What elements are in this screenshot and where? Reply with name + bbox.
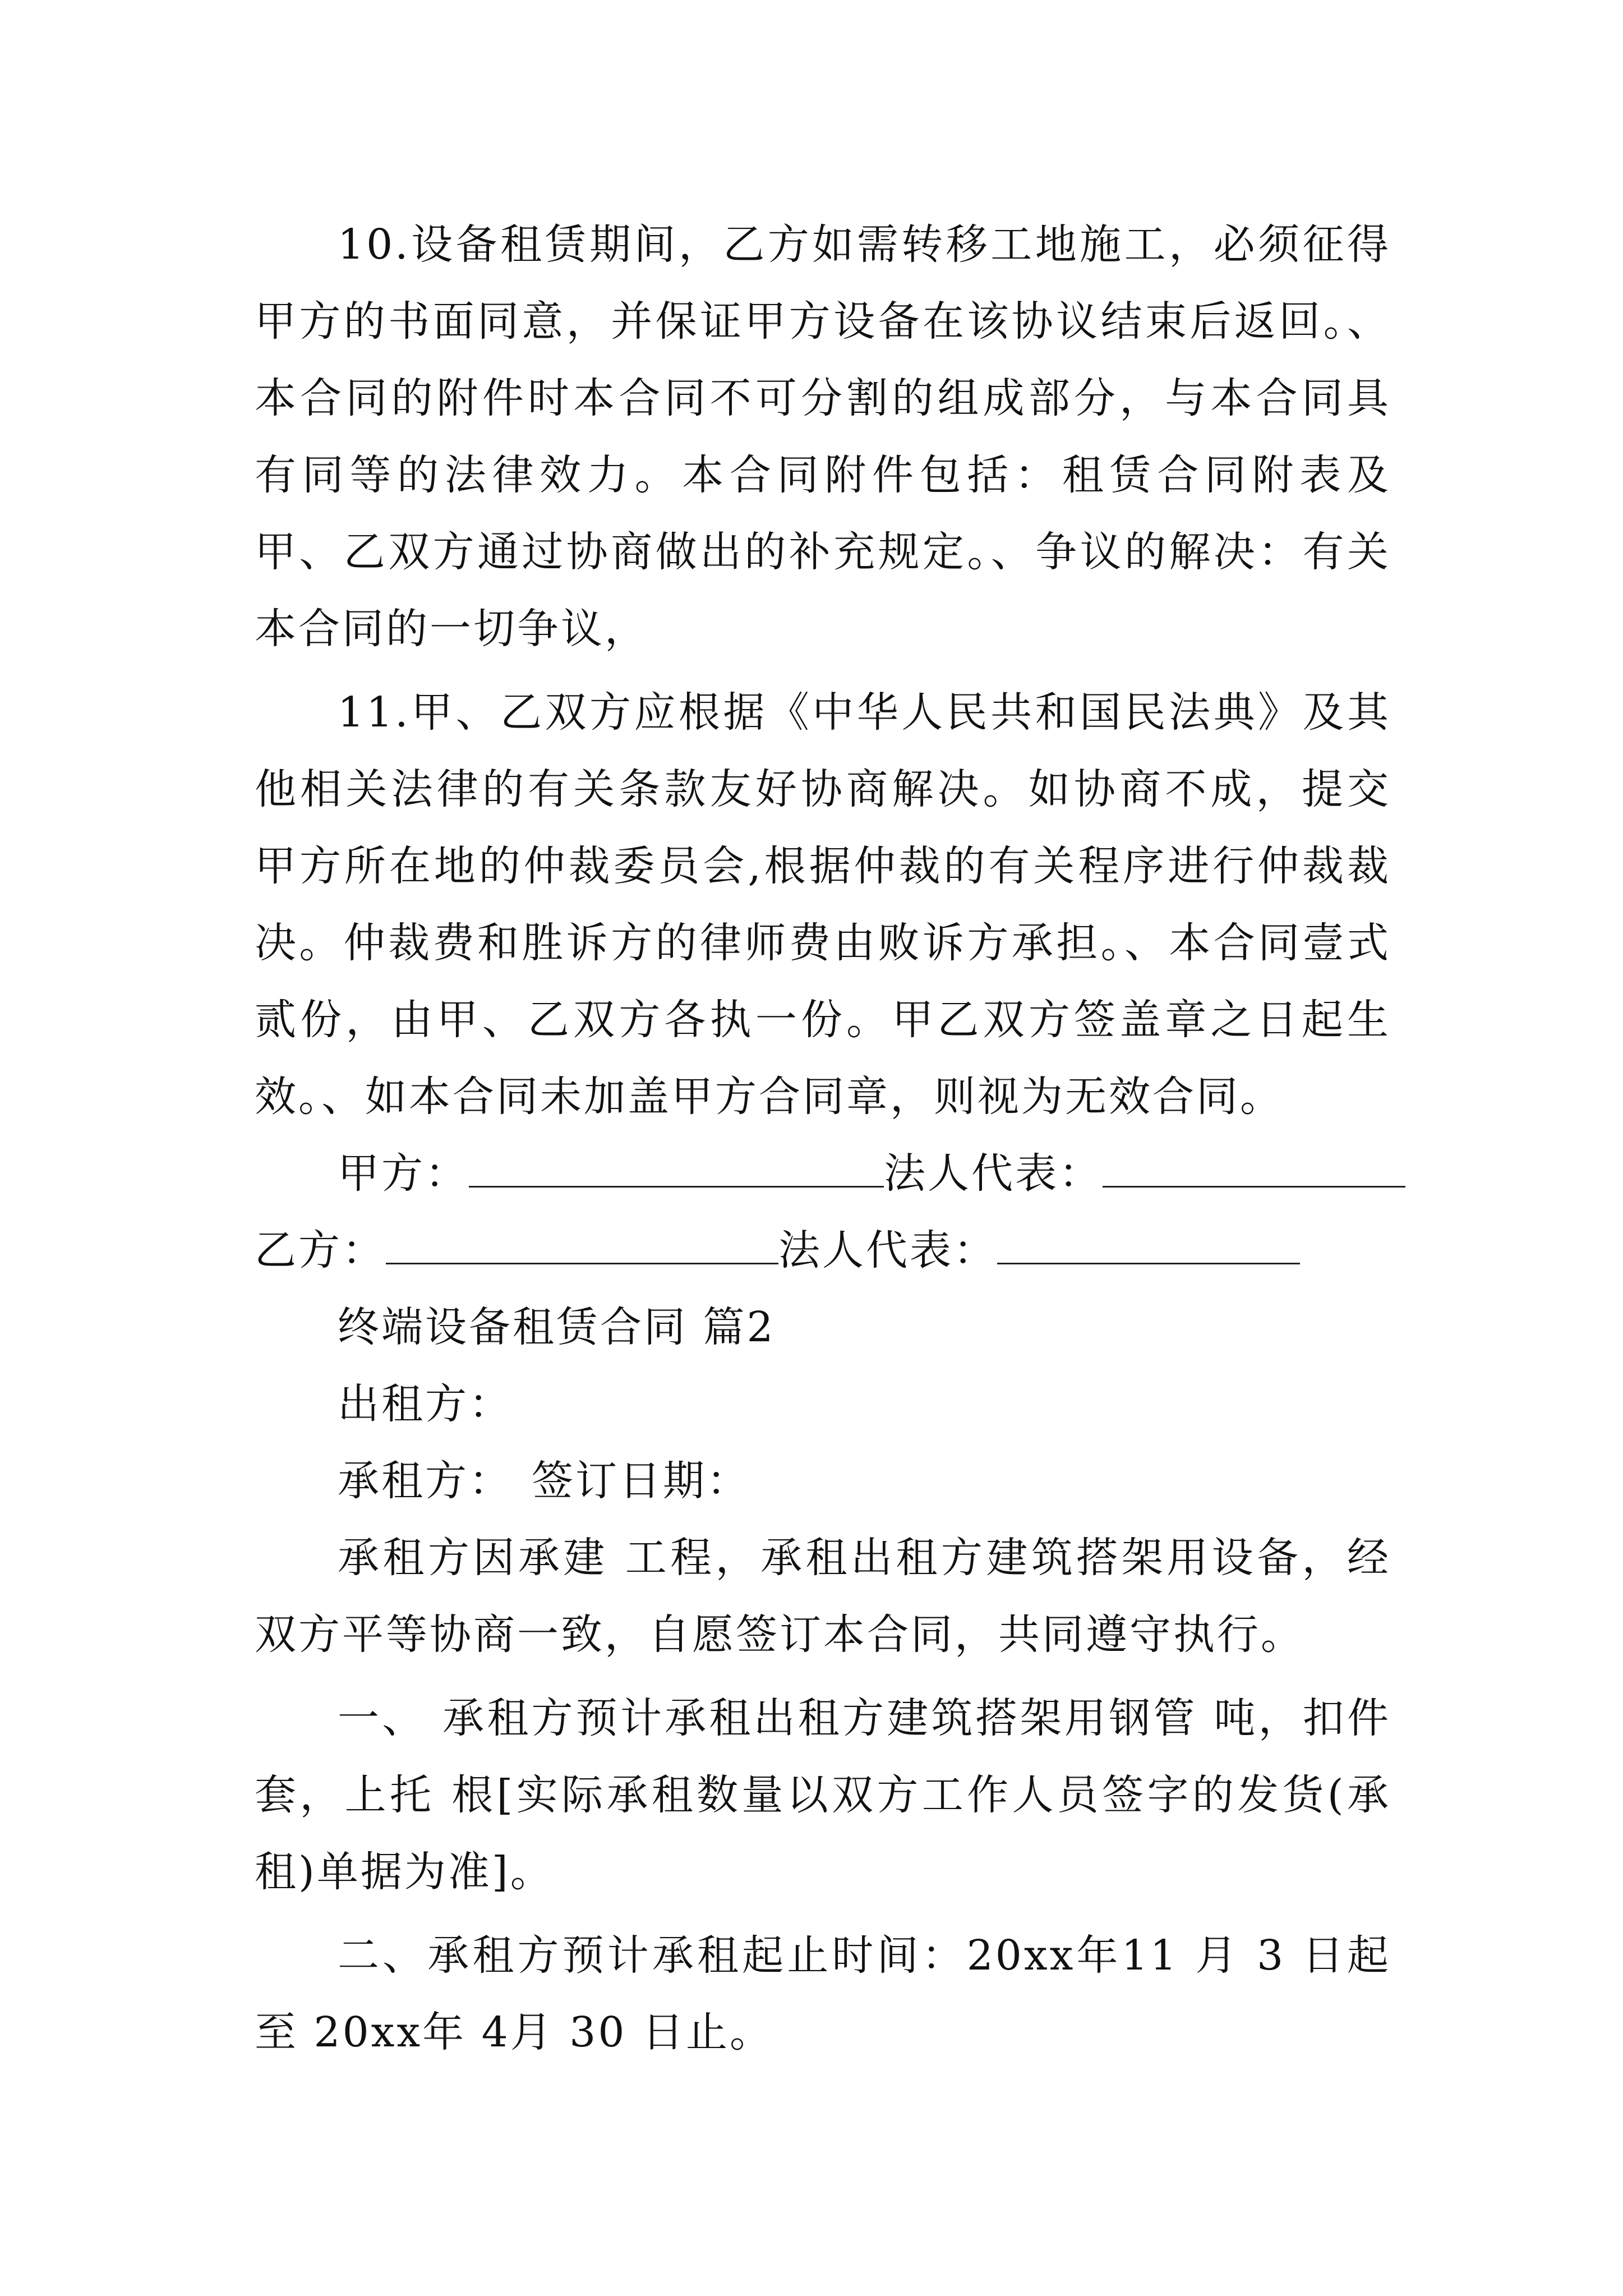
party-a-label: 甲方： [338,1149,469,1198]
party-a-blank [469,1153,884,1188]
document-body [255,206,1391,2071]
clause-10-paragraph: 10.设备租赁期间，乙方如需转移工地施工，必须征得甲方的书面同意，并保证甲方设备在该协议结束后返回。、本合同的附件时本合同不可分割的组成部分，与本合同具有同等的法律效力。本合同附件包括：租赁合同附表及甲、乙双方通过协商做出的补充规定。、争议的解决：有关本合同的一切争议， [255,220,1391,653]
lessor-line: 出租方： [338,1380,513,1428]
section2-title: 终端设备租赁合同 篇2 [338,1303,776,1351]
party-b-signature-line [255,1212,1391,1289]
party-a-rep-label: 法人代表： [884,1149,1103,1198]
sign-date-label: 签订日期： [532,1457,750,1505]
party-b-blank [386,1230,778,1264]
party-b-rep-blank [997,1230,1300,1264]
lessee-label: 承租方： [338,1457,513,1505]
clause-two-paragraph: 二、承租方预计承租起止时间：20xx年11 月 3 日起至 20xx年 4月 30 日止。 [255,1931,1391,2056]
party-a-rep-blank [1103,1153,1405,1188]
clause-11-paragraph: 11.甲、乙双方应根据《中华人民共和国民法典》及其他相关法律的有关条款友好协商解决。如协商不成，提交甲方所在地的仲裁委员会,根据仲裁的有关程序进行仲裁裁决。仲裁费和胜诉方的律师费由败诉方承担。、本合同壹式贰份，由甲、乙双方各执一份。甲乙双方签盖章之日起生效。、如本合同未加盖甲方合同章，则视为无效合同。 [255,688,1391,1121]
party-a-signature-line [255,1135,1391,1212]
party-b-label: 乙方： [255,1226,386,1274]
party-b-rep-label: 法人代表： [778,1226,997,1274]
lessee-line [255,1443,1391,1520]
clause-one-paragraph: 一、 承租方预计承租出租方建筑搭架用钢管 吨，扣件 套，上托 根[实际承租数量以双方工作人员签字的发货(承租)单据为准]。 [255,1694,1391,1896]
intro-paragraph: 承租方因承建 工程，承租出租方建筑搭架用设备，经双方平等协商一致，自愿签订本合同，共同遵守执行。 [255,1534,1391,1659]
